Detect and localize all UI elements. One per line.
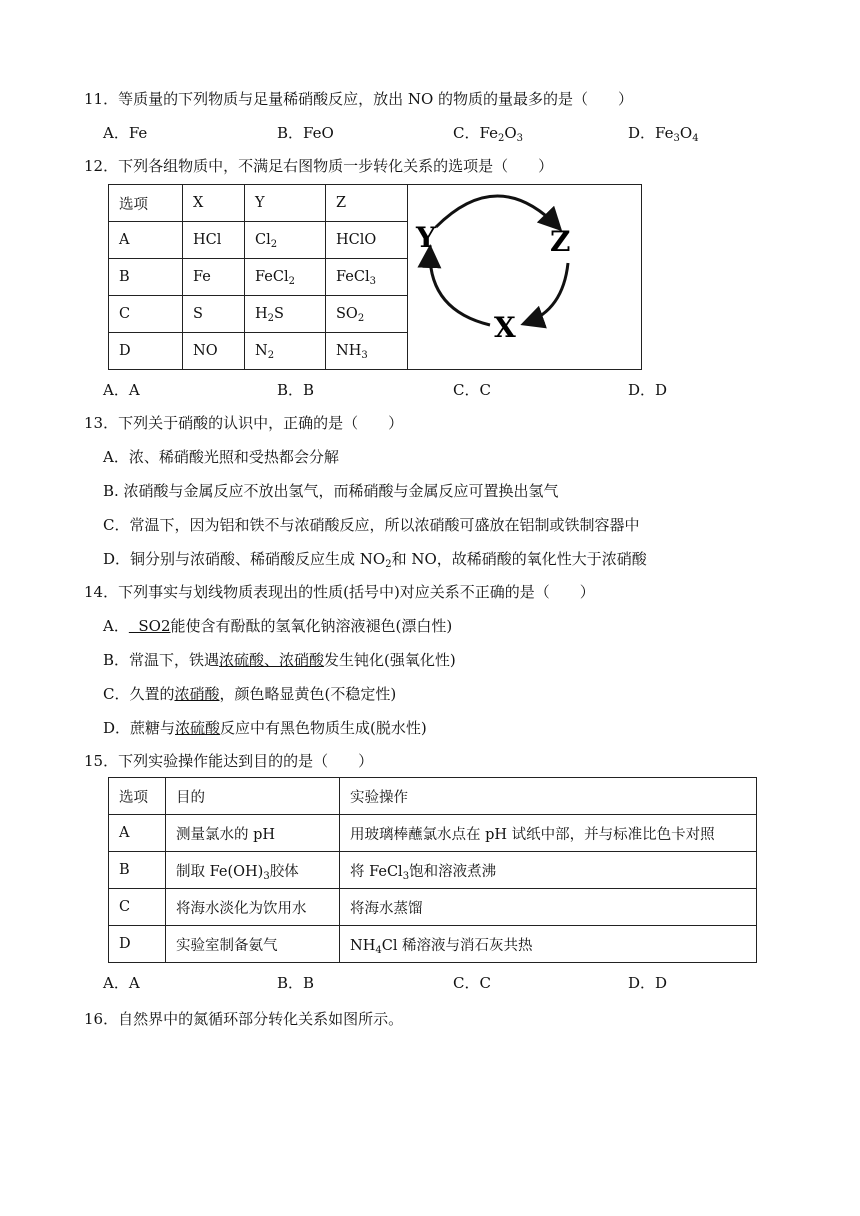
table-row: [109, 185, 408, 222]
arrow-y-to-z: [436, 196, 558, 227]
table-cell: 用玻璃棒蘸氯水点在 pH 试纸中部，并与标准比色卡对照: [340, 815, 757, 852]
table-row: [109, 296, 408, 333]
q14-option-d: D．蔗糖与浓硫酸反应中有黑色物质生成(脱水性): [103, 719, 427, 737]
q12-option-b: B．B: [277, 381, 315, 399]
q13-option-b: B. 浓硝酸与金属反应不放出氢气，而稀硝酸与金属反应可置换出氢气: [103, 482, 559, 500]
table-cell: 测量氯水的 pH: [166, 815, 340, 852]
q13-option-a: A．浓、稀硝酸光照和受热都会分解: [103, 448, 339, 466]
table-cell: $N_2$: [245, 333, 326, 370]
q14-option-c: C．久置的浓硝酸，颜色略显黄色(不稳定性): [103, 685, 397, 703]
table-cell: D: [109, 926, 166, 963]
table-cell: HCl: [183, 222, 245, 259]
table-cell: $H_2S$: [245, 296, 326, 333]
q11-option-d: D．$Fe_3O_4$: [628, 124, 699, 144]
q14-stem: 14．下列事实与划线物质表现出的性质(括号中)对应关系不正确的是（ ）: [84, 583, 595, 601]
q15-option-d: D．D: [628, 974, 668, 992]
table-header: 实验操作: [340, 778, 757, 815]
table-cell: Fe: [183, 259, 245, 296]
q15-stem: 15．下列实验操作能达到目的的是（ ）: [84, 752, 374, 770]
table-cell: $SO_2$: [326, 296, 408, 333]
table-cell: D: [109, 333, 183, 370]
table-cell: B: [109, 259, 183, 296]
q11-option-a: A．Fe: [103, 124, 148, 142]
q16-stem: 16．自然界中的氮循环部分转化关系如图所示。: [84, 1010, 404, 1028]
table-cell: B: [109, 852, 166, 889]
conversion-cycle-diagram: [408, 184, 642, 370]
q12-table: [108, 184, 408, 370]
q12-option-d: D．D: [628, 381, 668, 399]
table-header: 选项: [109, 185, 183, 222]
table-cell: $NH_3$: [326, 333, 408, 370]
diagram-label-x: X: [494, 311, 516, 344]
table-row: [109, 926, 757, 963]
table-cell: A: [109, 815, 166, 852]
q11-option-c: C．$Fe_2O_3$: [453, 124, 524, 144]
table-row: [109, 889, 757, 926]
table-row: [109, 852, 757, 889]
table-cell: S: [183, 296, 245, 333]
table-cell: FeCl$_2$: [245, 259, 326, 296]
q13-option-d: D．铜分别与浓硝酸、稀硝酸反应生成 $NO_2$和 NO，故稀硝酸的氧化性大于浓硝酸: [103, 550, 647, 570]
table-header: Y: [245, 185, 326, 222]
table-row: [109, 778, 757, 815]
q14-option-b: B．常温下，铁遇浓硫酸、浓硝酸发生钝化(强氧化性): [103, 651, 456, 669]
q12-option-a: A．A: [103, 381, 140, 399]
table-cell: 将海水淡化为饮用水: [166, 889, 340, 926]
table-row: [109, 222, 408, 259]
q11-option-b: B．FeO: [277, 124, 334, 142]
table-cell: A: [109, 222, 183, 259]
table-row: [109, 259, 408, 296]
q15-option-a: A．A: [103, 974, 140, 992]
table-header: 目的: [166, 778, 340, 815]
cycle-arrows: [408, 185, 642, 371]
table-cell: C: [109, 296, 183, 333]
q15-table: [108, 777, 757, 963]
table-cell: $Cl_2$: [245, 222, 326, 259]
table-cell: 实验室制备氨气: [166, 926, 340, 963]
table-header: X: [183, 185, 245, 222]
table-header: Z: [326, 185, 408, 222]
q13-option-c: C．常温下，因为铝和铁不与浓硝酸反应，所以浓硝酸可盛放在铝制或铁制容器中: [103, 516, 640, 534]
table-row: [109, 333, 408, 370]
table-header: 选项: [109, 778, 166, 815]
arrow-x-to-y: [430, 250, 490, 325]
table-cell: 将海水蒸馏: [340, 889, 757, 926]
q12-option-c: C．C: [453, 381, 491, 399]
q11-stem: 11．等质量的下列物质与足量稀硝酸反应，放出 NO 的物质的量最多的是（ ）: [84, 90, 634, 108]
q15-option-c: C．C: [453, 974, 491, 992]
arrow-z-to-x: [526, 263, 568, 323]
table-cell: 将 FeCl$_3$饱和溶液煮沸: [340, 852, 757, 889]
q15-option-b: B．B: [277, 974, 315, 992]
table-cell: FeCl$_3$: [326, 259, 408, 296]
table-row: [109, 815, 757, 852]
q14-option-a: A． SO2能使含有酚酞的氢氧化钠溶液褪色(漂白性): [103, 617, 453, 635]
q13-stem: 13．下列关于硝酸的认识中，正确的是（ ）: [84, 414, 404, 432]
table-cell: NO: [183, 333, 245, 370]
diagram-label-z: Z: [550, 225, 571, 258]
table-cell: HClO: [326, 222, 408, 259]
table-cell: 制取 $Fe(OH)_3$胶体: [166, 852, 340, 889]
table-cell: C: [109, 889, 166, 926]
diagram-label-y: Y: [416, 221, 436, 254]
table-cell: $NH_4Cl$ 稀溶液与消石灰共热: [340, 926, 757, 963]
q12-stem: 12．下列各组物质中，不满足右图物质一步转化关系的选项是（ ）: [84, 157, 554, 175]
